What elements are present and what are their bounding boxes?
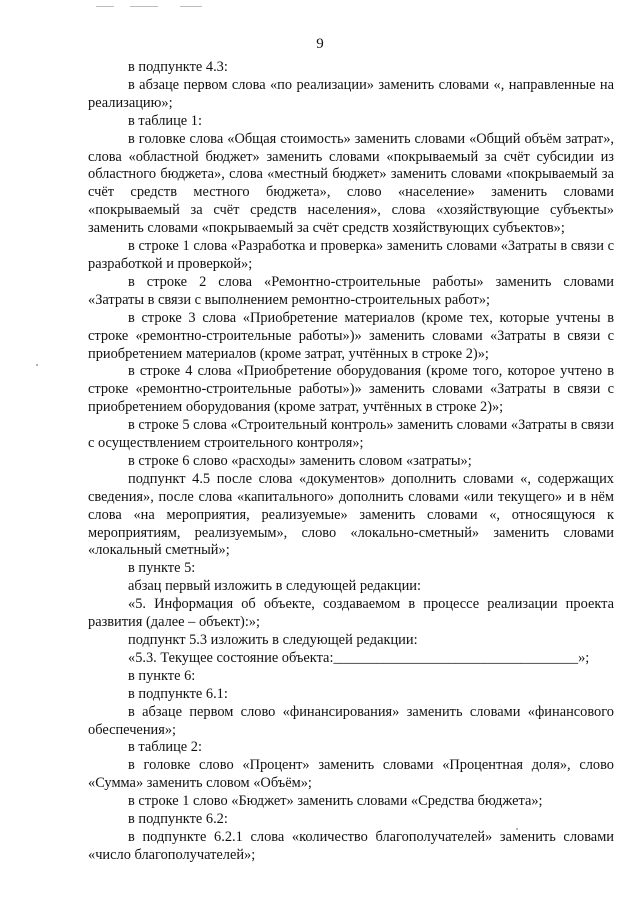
page-number: 9 [316, 36, 324, 52]
paragraph: в головке слова «Общая стоимость» заменить словами «Общий объём затрат», слова «областной бюджет» заменить словами «покрываемый за счёт субсидии из областного бюджета», слова «местный бюджет» заменить словами «покрываемый за счёт средств местного бюджета», слово «население» заменить словами «покрываемый за счёт средств населения», слова «хозяйствующие субъекты» заменить словами «покрываемый за счёт средств хозяйствующих субъектов»; [88, 130, 614, 237]
paragraph: в подпункте 6.2: [128, 811, 228, 828]
scan-dot [36, 364, 38, 366]
paragraph: в головке слово «Процент» заменить словами «Процентная доля», слово «Сумма» заменить словом «Объём»; [88, 757, 614, 792]
paragraph: абзац первый изложить в следующей редакции: [128, 578, 422, 595]
paragraph: «5.3. Текущее состояние объекта:__________________________________»; [128, 649, 590, 666]
paragraph: в строке 3 слова «Приобретение материалов (кроме тех, которые учтены в строке «ремонтно-строительные работы»)» заменить словами «Затраты в связи с приобретением материалов (кроме затрат, учтённых в строке 2)»; [88, 309, 614, 362]
paragraph: в таблице 2: [128, 739, 202, 756]
paragraph: в подпункте 6.1: [128, 685, 228, 702]
paragraph: в подпункте 6.2.1 слова «количество благополучателей» заменить словами «число благополучателей»; [88, 828, 614, 863]
document-body [88, 59, 614, 865]
paragraph: подпункт 5.3 изложить в следующей редакции: [128, 632, 418, 648]
paragraph: в таблице 1: [128, 112, 202, 129]
paragraph: в абзаце первом слова «по реализации» заменить словами «, направленные на реализацию»; [88, 76, 614, 111]
paragraph: в пункте 6: [128, 667, 196, 684]
paragraph: в строке 2 слова «Ремонтно-строительные работы» заменить словами «Затраты в связи с выполнением ремонтно-строительных работ»; [88, 273, 614, 308]
paragraph: в пункте 5: [128, 560, 196, 577]
scan-mark [96, 6, 114, 7]
paragraph: «5. Информация об объекте, создаваемом в процессе реализации проекта развития (далее – объект):»; [88, 596, 614, 631]
paragraph: в строке 1 слово «Бюджет» заменить словами «Средства бюджета»; [128, 793, 543, 810]
paragraph: в строке 1 слова «Разработка и проверка» заменить словами «Затраты в связи с разработкой и проверкой»; [88, 238, 614, 272]
scan-mark [130, 6, 158, 7]
paragraph: в подпункте 4.3: [128, 59, 228, 75]
paragraph: подпункт 4.5 после слова «документов» дополнить словами «, содержащих сведения», после слова «капитального» дополнить словами «или текущего» и в нём слова «на мероприятия, реализуемые» заменить словами «, относящуюся к мероприятиям, реализуемым», слово «локально-сметный» заменить словами «локальный сметный»; [88, 470, 614, 559]
paragraph: в абзаце первом слово «финансирования» заменить словами «финансового обеспечения»; [88, 703, 614, 738]
scan-mark [180, 6, 202, 7]
paragraph: в строке 6 слово «расходы» заменить словом «затраты»; [128, 452, 472, 469]
paragraph: в строке 4 слова «Приобретение оборудования (кроме того, которое учтено в строке «ремонтно-строительные работы»)» заменить словами «Затраты в связи с приобретением оборудования (кроме затрат, учтённых в строке 2)»; [88, 363, 614, 416]
paragraph: в строке 5 слова «Строительный контроль» заменить словами «Затраты в связи с осуществлением строительного контроля»; [88, 417, 614, 452]
